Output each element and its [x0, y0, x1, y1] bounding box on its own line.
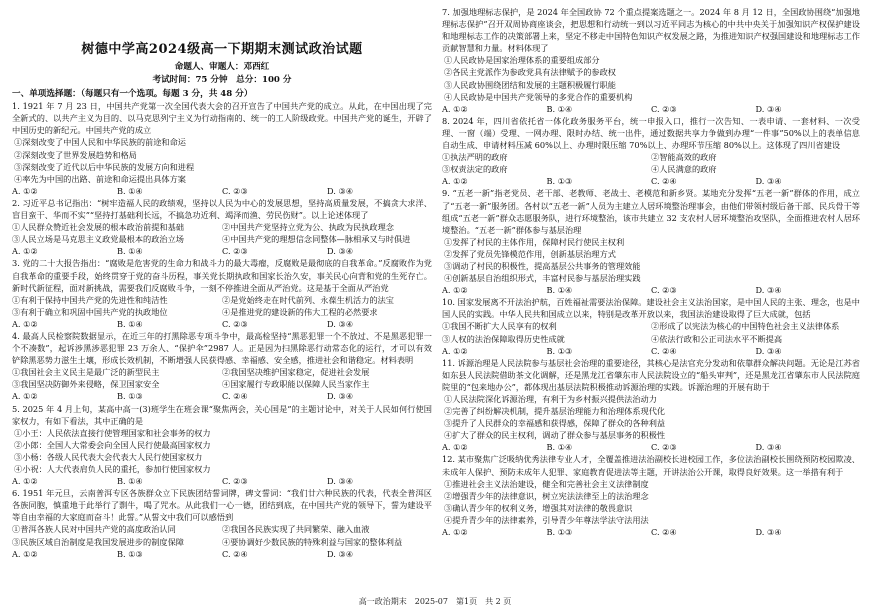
statement-item: ②增强青少年的法律意识，树立宪法法律至上的法治理念 — [444, 490, 649, 501]
statement-item: ②小郎：全国人大常委会向全国人民行使最高国家权力 — [14, 439, 211, 450]
answer-option: D. ③④ — [327, 548, 354, 559]
statement-item: ④国家履行专政职能以保障人民当家作主 — [222, 379, 370, 390]
statement-item: ④依法行政和公正司法水平不断提高 — [651, 333, 783, 344]
statement-item: ②各民主党派作为参政党具有法律赋予的参政权 — [444, 67, 616, 78]
statement-item: ①执法严明的政府 — [442, 152, 508, 163]
answer-option: A. ①② — [12, 318, 38, 329]
statement-item: ④创新基层自治组织形式，丰富村民参与基层治理实践 — [444, 273, 641, 284]
question-stem: 8. 2024 年，四川省依托省一体化政务服务平台，统一申报入口，推行一次告知、一表申请、一套材料、一次受理、一窗（端）受理、一网办理、限时办结、统一出件，通过数据共享力争做到办理“一件事”50%以上的表单信息自动生成、申请材料压减 60%以上、办理时限压缩 70%以上、办理环节压缩 80%以上。这体现了四川省建设 — [442, 115, 860, 151]
statement-item: ③人民立场是马克思主义政党最根本的政治立场 — [12, 234, 184, 245]
answer-options — [442, 284, 860, 296]
answer-option: A. ①② — [442, 442, 468, 453]
statement-item: ④率先为中国的出路、前途和命运提出具体方案 — [14, 173, 186, 184]
statement-item: ②我国坚决维护国家稳定，促进社会发展 — [222, 367, 370, 378]
statement-item: ②发挥了党员先锋模范作用，创新基层治理方式 — [444, 248, 616, 259]
answer-option: D. ③④ — [327, 391, 354, 402]
statement-item: ④小祝：人大代表肩负人民的重托，参加行使国家权力 — [14, 464, 211, 475]
answer-option: C. ②④ — [651, 176, 677, 187]
statement-grid — [12, 221, 432, 245]
statement-grid — [12, 523, 432, 547]
statement-item: ④人民政协是中国共产党领导的多党合作的重要机构 — [444, 91, 633, 102]
answer-option: A. ①② — [442, 285, 468, 296]
statement-item: ①我国社会主义民主是最广泛的新型民主 — [12, 367, 160, 378]
question-stem: 4. 最高人民检察院数据显示，在近三年的打黑除恶专项斗争中，最高检坚持“黑恶犯罪一个不放过、不是黑恶犯罪一个不凑数”，起诉涉黑涉恶犯罪 23 万余人、“保护伞”2987 人。正是因为扫黑除恶行动常态化的运行，才可以有效铲除黑恶势力滋生土壤，形成长效机制，不断增强人民获得感、幸福感、安全感，推进社会和谐稳定。材料表明 — [12, 330, 432, 366]
answer-option: D. ③④ — [327, 185, 354, 196]
answer-option: B. ①③ — [546, 345, 573, 356]
question-stem: 6. 1951 年元旦，云南普洱专区各族群众立下民族团结誓词牌，碑文誓词：“我们廿六种民族的代表，代表全普洱区各族同胞，慎重地于此举行了剽牛，喝了咒水。从此我们一心一德，团结到底，在中国共产党的领导下，誓为建设平等自由幸福的大家庭而奋斗！此誓。”从誓文中我们可以感悟到 — [12, 488, 432, 523]
answer-option: C. ②③ — [651, 442, 677, 453]
answer-options — [12, 185, 432, 197]
question-stem: 2. 习近平总书记指出：“树牢造福人民的政绩观，坚持以人民为中心的发展思想，坚持高质量发展，不搞贪大求洋、盲目蛮干、华而不实”“坚持打基础利长远，不搞急功近利、竭泽而渔、劳民伤财”。以上论述体现了 — [12, 197, 432, 221]
statement-item: ③权责法定的政府 — [442, 164, 508, 175]
statement-item: ③调动了村民的积极性，提高基层公共事务的管理效能 — [444, 260, 641, 271]
statement-item: ①普洱各族人民对中国共产党的高度政治认同 — [12, 524, 176, 535]
question — [442, 115, 860, 188]
statement-item: ①我国不断扩大人民享有的权利 — [442, 321, 557, 332]
answer-option: B. ①④ — [546, 103, 573, 114]
answer-option: B. ①③ — [117, 548, 143, 559]
statement-item: ③民族区域自治制度是我国发展进步的制度保障 — [12, 536, 184, 547]
statement-item: ③提升了人民群众的幸福感和获得感，保障了群众的各种利益 — [444, 418, 666, 429]
question — [442, 6, 860, 115]
statement-item: ③我国坚决防御外来侵略，保卫国家安全 — [12, 379, 160, 390]
statement-item: ④是推进党的建设新的伟大工程的必然要求 — [222, 306, 378, 317]
question-stem: 9. “五老一新”指老党员、老干部、老教师、老战士、老模范和新乡贤。某地充分发挥“五老一新”群体的作用，成立了“五老一新”服务团。各村以“五老一新”人员为主建立人居环境整治理事会，由他们带领村级后备干部、民兵骨干等组成“五老一新”群众志愿服务队，进行环境整治，该市共建立 32 支农村人居环境整治攻坚队，全面推进农村人居环境整治。“五老一新”群体参与基层治理 — [442, 188, 860, 235]
answer-option: B. ①③ — [117, 391, 143, 402]
answer-option: C. ②③ — [222, 318, 248, 329]
answer-options — [442, 526, 860, 538]
question — [442, 187, 860, 296]
answer-option: D. ③④ — [327, 246, 354, 257]
answer-options — [442, 345, 860, 357]
answer-option: A. ①② — [442, 345, 468, 356]
statement-item: ②智能高效的政府 — [651, 152, 717, 163]
exam-authors: 命题人、审题人：邓西红 — [174, 62, 270, 72]
answer-option: C. ②④ — [651, 345, 677, 356]
answer-option: D. ③④ — [755, 442, 782, 453]
statement-item: ①小王：人民依法直接行使管理国家和社会事务的权力 — [14, 427, 211, 438]
right-column — [442, 6, 860, 538]
answer-option: B. ①④ — [546, 285, 573, 296]
answer-option: B. ①③ — [546, 527, 573, 538]
question — [442, 357, 860, 454]
answer-option: C. ②④ — [222, 391, 248, 402]
exam-info: 考试时间：75 分钟 总分：100 分 — [152, 75, 292, 85]
question — [12, 257, 432, 330]
statement-item: ③深刻改变了近代以后中华民族的发展方向和进程 — [14, 161, 195, 172]
question-stem: 12. 某市聚焦广泛吸纳优秀法律专业人才，全覆盖推进法治副校长进校园工作，多位法治副校长围绕预防校园欺凌、未成年人保护、预防未成年人犯罪、家庭教育促进法等主题，开讲法治公开课，取得良好效果。这一举措有利于 — [442, 454, 860, 477]
left-question-list — [12, 100, 432, 560]
statement-item: ③人权的法治保障取得历史性成就 — [442, 333, 565, 344]
answer-option: C. ②③ — [651, 103, 677, 114]
answer-option: A. ①② — [12, 548, 38, 559]
answer-option: A. ①② — [442, 103, 468, 114]
statement-item: ②中国共产党坚持立党为公、执政为民执政理念 — [222, 222, 394, 233]
statement-item: ②形成了以宪法为核心的中国特色社会主义法律体系 — [651, 321, 840, 332]
answer-option: B. ①③ — [546, 176, 573, 187]
answer-options — [12, 245, 432, 257]
answer-option: A. ①② — [12, 391, 38, 402]
statement-item: ③有利于确立和巩固中国共产党的执政地位 — [12, 306, 168, 317]
statement-item: ①有利于保持中国共产党的先进性和纯洁性 — [12, 294, 168, 305]
statement-item: ③确认青少年的权利义务，增强其对法律的敬畏意识 — [444, 502, 633, 513]
statement-item: ①深刻改变了中国人民和中华民族的前途和命运 — [14, 137, 186, 148]
right-question-list — [442, 6, 860, 538]
question-stem: 1. 1921 年 7 月 23 日，中国共产党第一次全国代表大会的召开宣告了中国共产党的成立。从此，在中国出现了完全新式的、以共产主义为目的、以马克思列宁主义为行动指南的、统一的工人阶级政党。中国共产党的诞生，开辟了中国历史的新纪元。中国共产党的成立 — [12, 101, 432, 136]
statement-item: ③人民政协围绕团结和发展的主题积极履行职能 — [444, 79, 616, 90]
answer-option: B. ①④ — [117, 185, 143, 196]
statement-grid — [12, 294, 432, 318]
statement-item: ①人民法院深化诉源治理，有利于为乡村振兴提供法治动力 — [444, 394, 657, 404]
answer-options — [12, 548, 432, 560]
statement-item: ③小杨：各级人民代表大会代表大人民行使国家权力 — [14, 451, 203, 462]
answer-option: B. ①④ — [546, 442, 573, 453]
answer-option: D. ③④ — [327, 476, 354, 487]
question-stem: 3. 党的二十大报告指出：“腐败是危害党的生命力和战斗力的最大毒瘤，反腐败是最彻底的自我革命。”反腐败作为党自我革命的重要手段，始终贯穿于党的奋斗历程，事关党长期执政和国家长治久安，事关民心向背和党的生死存亡。新时代新征程，面对新挑战，需要我们反腐败斗争，一刻不停推进全面从严治党。这是基于全面从严治党 — [12, 258, 432, 293]
question — [442, 296, 860, 356]
statement-item: ①发挥了村民的主体作用，保障村民行使民主权利 — [444, 236, 625, 247]
answer-option: C. ②③ — [651, 285, 677, 296]
answer-option: A. ①② — [442, 527, 468, 538]
statement-item: ④要协调好少数民族的特殊利益与国家的整体利益 — [222, 536, 403, 547]
statement-item: ①推进社会主义法治建设，健全和完善社会主义法律制度 — [444, 478, 649, 489]
statement-item: ④提升青少年的法律素养，引导青少年尊法学法守法用法 — [444, 514, 649, 525]
question — [12, 197, 432, 257]
answer-options — [12, 475, 432, 487]
answer-option: C. ②③ — [222, 185, 248, 196]
question-stem: 7. 加强地理标志保护，是 2024 年全国政协 72 个重点提案选题之一。2024 年 8 月 12 日，全国政协围绕“加强地理标志保护”召开双周协商座谈会，把思想和行动统一到以习近平同志为核心的中共中央关于加强知识产权保护建设和地理标志工作的决策部署上来，坚定不移走中国特色知识产权发展之路，为推进知识产权强国建设和地理标志工作贡献智慧和力量。材料体现了 — [442, 7, 860, 54]
answer-option: C. ②③ — [222, 246, 248, 257]
statement-item: ④中国共产党的理想信念同整体—脉相承又与时俱进 — [222, 234, 411, 245]
question — [12, 403, 432, 488]
page-footer: 高一政治期末 2025-07 第1页 共 2 页 — [358, 597, 512, 606]
answer-option: B. ①④ — [117, 318, 143, 329]
answer-option: B. ①④ — [117, 246, 143, 257]
answer-options — [442, 441, 860, 453]
answer-options — [12, 318, 432, 330]
answer-option: A. ①② — [442, 176, 468, 187]
statement-item: ②是党始终走在时代前列、永葆生机活力的法宝 — [222, 294, 394, 305]
statement-item: ②深刻改变了世界发展趋势和格局 — [14, 149, 137, 160]
answer-option: D. ③④ — [755, 527, 782, 538]
answer-option: A. ①② — [12, 185, 38, 196]
exam-title: 树德中学高2024级高一下期期末测试政治试题 — [81, 42, 363, 57]
answer-option: C. ②④ — [222, 548, 248, 559]
answer-option: C. ②④ — [651, 527, 677, 538]
answer-options — [442, 103, 860, 115]
statement-item: ④人民满意的政府 — [651, 164, 717, 175]
answer-option: A. ①② — [12, 476, 38, 487]
statement-item: ①人民群众赞近社会发展的根本政治前提和基础 — [12, 222, 184, 233]
answer-option: D. ③④ — [755, 345, 782, 356]
question — [12, 330, 432, 403]
question — [442, 453, 860, 538]
answer-option: D. ③④ — [755, 103, 782, 114]
answer-option: B. ①④ — [117, 476, 143, 487]
statement-item: ②我国各民族实现了共同繁荣、融入血液 — [222, 524, 370, 535]
statement-item: ④扩大了群众的民主权利，调动了群众参与基层事务的积极性 — [444, 430, 666, 441]
statement-item: ①人民政协是国家治理体系的重要组成部分 — [444, 55, 600, 66]
statement-grid — [12, 366, 432, 390]
section-heading: 一、单项选择题：（每题只有一个选项。每题 3 分，共 48 分） — [12, 89, 253, 99]
statement-grid — [442, 320, 860, 344]
statement-grid — [442, 151, 860, 175]
statement-item: ②完善了纠纷解决机制，提升基层治理能力和治理体系现代化 — [444, 406, 666, 417]
left-column — [12, 8, 432, 560]
question-stem: 11. 诉源治理是人民法院参与基层社会治理的重要途径，其核心是法官充分发动和依靠群众解决问题。无论是江苏省如东县人民法院借助茶文化调解，还是黑龙江省肇东市人民法院设立的“船头审判”，还是黑龙江省肇东市人民法院庭院里的“包来地办公”，都体现出基层法院积极推动诉源治理的实践。诉源治理的开展有助于 — [442, 357, 860, 392]
question — [12, 100, 432, 197]
answer-option: C. ②③ — [222, 476, 248, 487]
question-stem: 10. 国家发展离不开法治护航，百姓福祉需要法治保障。建设社会主义法治国家，是中国人民的主张、理念，也是中国人民的实践。中华人民共和国成立以来，特别是改革开放以来，我国法治建设取得了巨大成就，包括 — [442, 297, 860, 320]
question-stem: 5. 2025 年 4 月上旬，某高中高一(3)班学生在班会课“聚焦两会，关心国是”的主题讨论中，对关于人民如何行使国家权力，有如下看法，其中正确的是 — [12, 403, 432, 426]
answer-option: A. ①② — [12, 246, 38, 257]
answer-options — [12, 390, 432, 402]
answer-options — [442, 175, 860, 187]
answer-option: D. ③④ — [755, 176, 782, 187]
answer-option: D. ③④ — [327, 318, 354, 329]
question — [12, 487, 432, 560]
answer-option: D. ③④ — [755, 285, 782, 296]
